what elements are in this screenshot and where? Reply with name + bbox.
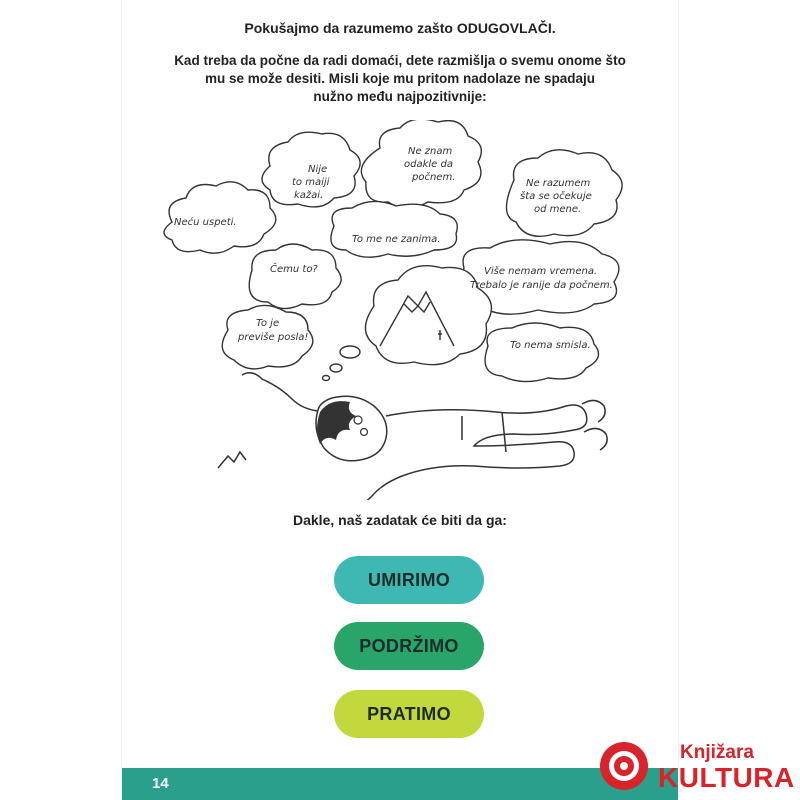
bubble-text-8b: previše posla!: [238, 332, 309, 343]
boy-hair: [317, 401, 356, 444]
section-title: [122, 20, 678, 36]
intro-line-3: nužno među najpozitivnije:: [313, 89, 487, 104]
book-page: [122, 0, 678, 800]
bubble-text-2b: to maiji: [292, 177, 330, 188]
bubble-text-2c: kažai.: [294, 190, 324, 201]
action-pill-podrzimo: PODRŽIMO: [334, 622, 484, 670]
trail-bubble-1: [340, 346, 360, 358]
procrastination-illustration: [122, 120, 678, 500]
lying-boy-drawing: [218, 373, 607, 500]
thought-bubble-9: [485, 323, 598, 382]
bubble-text-4a: Ne razumem: [526, 178, 591, 189]
intro-paragraph: [162, 52, 638, 106]
bubble-text-3a: Ne znam: [408, 146, 453, 157]
title-highlight: ODUGOVLAČI.: [456, 20, 556, 36]
action-pill-pratimo: PRATIMO: [334, 690, 484, 738]
boy-eye-right: [361, 429, 368, 436]
bubble-text-3b: odakle da: [404, 159, 453, 170]
intro-line-1: Kad treba da počne da radi domaći, dete razmišlja o svemu onome što: [174, 53, 626, 68]
logo-line-2: KULTURA: [658, 762, 795, 793]
bubble-text-7b: Trebalo je ranije da počnem.: [470, 280, 613, 291]
bubble-text-9: To nema smisla.: [510, 340, 591, 351]
bubble-text-5: To me ne zanima.: [352, 234, 441, 245]
trail-bubble-3: [323, 376, 330, 381]
bubble-text-7a: Više nemam vremena.: [484, 266, 598, 277]
trail-bubble-2: [330, 364, 342, 372]
action-pill-umirimo: UMIRIMO: [334, 556, 484, 604]
bubble-text-3c: počnem.: [412, 172, 456, 183]
boy-eye-left: [354, 416, 362, 424]
task-line: Dakle, naš zadatak će biti da ga:: [293, 512, 507, 528]
bubble-text-8a: To je: [256, 318, 280, 329]
bubble-text-4b: šta se očekuje: [520, 191, 592, 202]
bubble-text-6: Čemu to?: [270, 264, 318, 275]
bookstore-logo: [598, 738, 798, 794]
bubble-text-4c: od mene.: [534, 204, 582, 215]
thought-bubble-6: [249, 244, 341, 309]
title-prefix: Pokušajmo da razumemo zašto: [244, 20, 457, 36]
bubble-text-2a: Nije: [308, 164, 328, 175]
page-footer: [122, 768, 678, 800]
page-number: 14: [152, 775, 169, 792]
thought-bubble-5: [331, 201, 457, 257]
logo-line-1: Knjižara: [680, 742, 754, 763]
bubble-text-1: Neću uspeti.: [174, 217, 237, 228]
logo-icon: [598, 740, 654, 796]
intro-line-2: mu se može desiti. Misli koje mu pritom nadolaze ne spadaju: [204, 71, 596, 86]
page-margin: [0, 0, 122, 800]
